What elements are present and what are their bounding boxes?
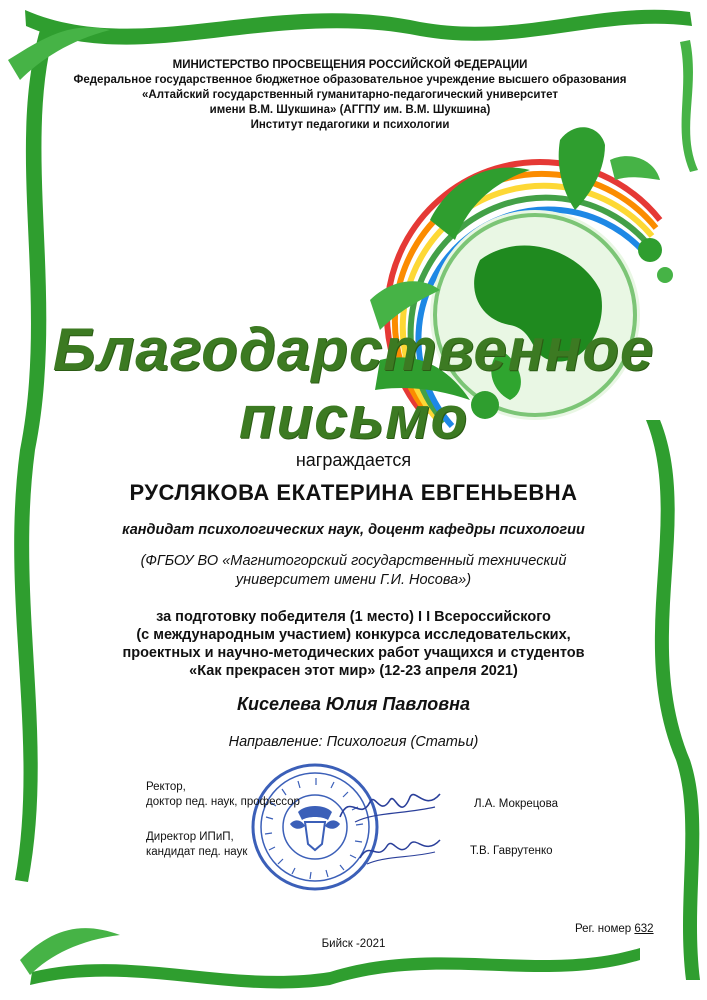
org-line2: университет имени Г.И. Носова») [235,572,472,588]
director-title-line2: кандидат пед. наук [146,846,248,858]
student-name: Киселева Юлия Павловна [236,694,470,714]
institute-line: Институт педагогики и психологии [250,119,450,131]
reason-line2: (с международным участием) конкурса исследовательских, [136,627,571,643]
recipient-position: кандидат психологических наук, доцент кафедры психологии [122,522,585,538]
ministry-line: МИНИСТЕРСТВО ПРОСВЕЩЕНИЯ РОССИЙСКОЙ ФЕДЕРАЦИИ [172,59,528,71]
award-reason [60,608,647,680]
org-line1: (ФГБОУ ВО «Магнитогорский государственный технический [140,553,567,569]
institution-type-line: Федеральное государственное бюджетное образовательное учреждение высшего образования [73,74,627,86]
rector-title-line1: Ректор, [146,781,186,793]
director-title [146,830,247,860]
recipient-name: РУСЛЯКОВА ЕКАТЕРИНА ЕВГЕНЬЕВНА [129,480,578,505]
rector-title-line2: доктор пед. наук, профессор [146,796,300,808]
rector-handwritten-signature [335,782,445,832]
reason-line4: «Как прекрасен этот мир» (12-23 апреля 2021) [189,663,518,679]
named-after-line: имени В.М. Шукшина» (АГГПУ им. В.М. Шукшина) [209,104,491,116]
director-title-line1: Директор ИПиП, [146,831,234,843]
recipient-organization [80,552,627,590]
awarded-label: награждается [295,450,412,470]
director-handwritten-signature [355,830,445,870]
university-line: «Алтайский государственный гуманитарно-педагогический университет [142,89,558,101]
registration-number [575,923,654,935]
rector-name: Л.А. Мокрецова [474,798,558,810]
director-name: Т.В. Гаврутенко [470,845,553,857]
rector-title [146,780,300,810]
registration-value: 632 [634,923,654,935]
document-title-line1: Благодарственное [52,316,655,383]
competition-direction: Направление: Психология (Статьи) [228,734,479,750]
reason-line1: за подготовку победителя (1 место) I I Всероссийского [156,609,551,625]
city-year: Бийск -2021 [321,938,386,950]
reason-line3: проектных и научно-методических работ учащихся и студентов [122,645,585,661]
issuer-header [30,58,670,133]
registration-label: Рег. номер [575,923,635,935]
document-title-line2: письмо [238,384,469,451]
